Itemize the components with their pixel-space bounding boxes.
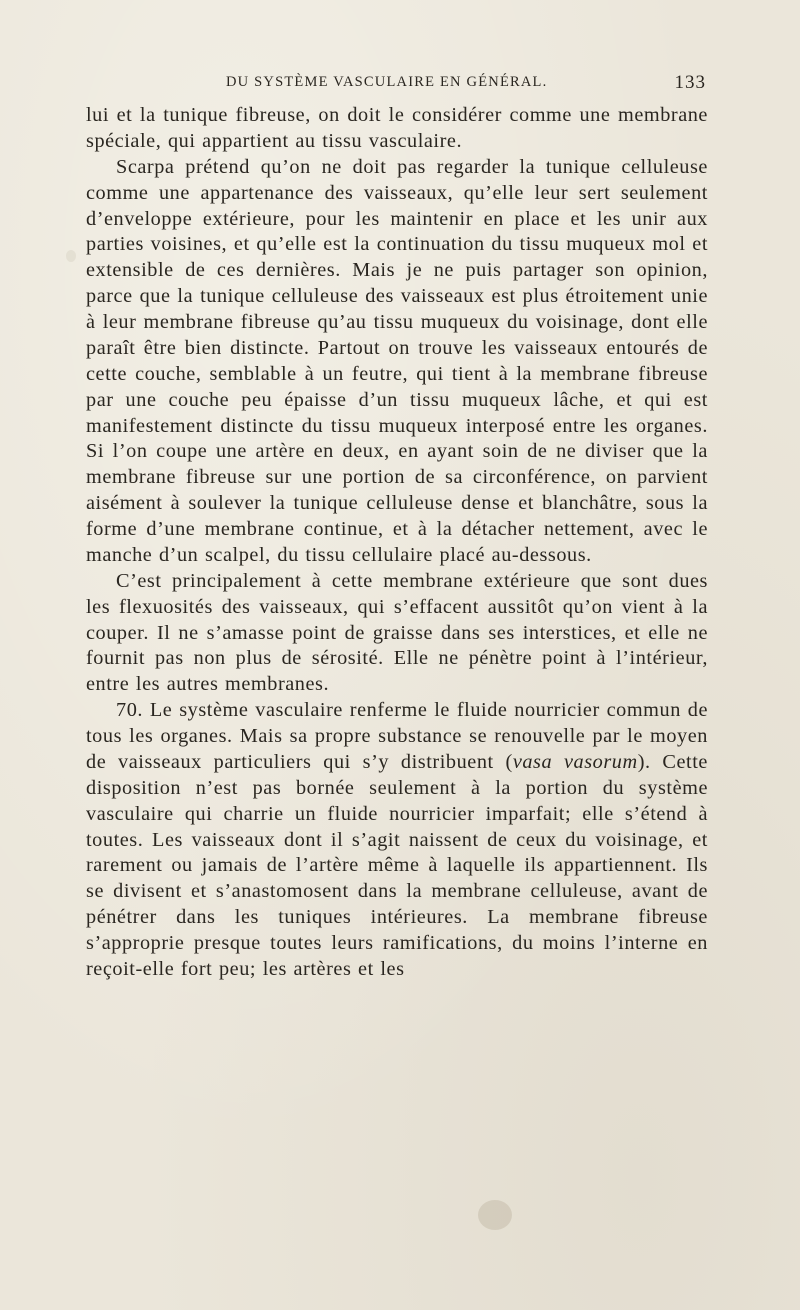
running-header	[226, 72, 706, 96]
paper-stain	[66, 250, 76, 262]
paragraph-continuation: lui et la tunique fibreuse, on doit le considérer comme une membrane spéciale, qui appartient au tissu vasculaire.	[86, 104, 708, 152]
body-text	[86, 103, 708, 983]
page-number: 133	[674, 72, 706, 93]
paragraph-70-start: 70. Le système vasculaire renferme le fluide nourricier commun de tous les organes. Mais sa propre substance se renouvelle par le moyen de vaisseaux particuliers qui s’y distribuent (	[86, 699, 708, 773]
running-title: DU SYSTÈME VASCULAIRE EN GÉNÉRAL.	[226, 74, 548, 90]
paragraph-70	[86, 698, 708, 983]
paragraph-scarpa: Scarpa prétend qu’on ne doit pas regarder la tunique celluleuse comme une appartenance des vaisseaux, qu’elle leur sert seulement d’enveloppe extérieure, pour les maintenir en place et les unir aux parties voisines, et qu’elle est la continuation du tissu muqueux mol et extensible de ces dernières. Mais je ne puis partager son opinion, parce que la tunique celluleuse des vaisseaux est plus étroitement unie à leur membrane fibreuse qu’au tissu muqueux du voisinage, dont elle paraît être bien distincte. Partout on trouve les vaisseaux entourés de cette couche, semblable à un feutre, qui tient à la membrane fibreuse par une couche peu épaisse d’un tissu muqueux lâche, et qui est manifestement distincte du tissu muqueux interposé entre les organes. Si l’on coupe une artère en deux, en ayant soin de ne diviser que la membrane fibreuse sur une portion de sa circonférence, on parvient aisément à soulever la tunique celluleuse dense et blanchâtre, sous la forme d’une membrane continue, et à la détacher nettement, avec le manche d’un scalpel, du tissu cellulaire placé au-dessous.	[86, 155, 708, 566]
latin-term-vasa-vasorum: vasa vasorum	[512, 750, 638, 773]
paragraph-70-rest: ). Cette disposition n’est pas bornée seulement à la portion du système vasculaire qui charrie un fluide nourricier imparfait; elle s’étend à toutes. Les vaisseaux dont il s’agit naissent de ceux du voisinage, et rarement ou jamais de l’artère même à laquelle ils appartiennent. Ils se divisent et s’anastomosent dans la membrane celluleuse, avant de pénétrer dans les tuniques intérieures. La membrane fibreuse s’approprie presque toutes leurs ramifications, du moins l’interne en reçoit-elle fort peu; les artères et les	[86, 750, 708, 980]
paper-stain	[478, 1200, 512, 1230]
paragraph-flexuosites: C’est principalement à cette membrane extérieure que sont dues les flexuosités des vaisseaux, qui s’effacent aussitôt qu’on vient à la couper. Il ne s’amasse point de graisse dans ses interstices, et elle ne fournit pas non plus de sérosité. Elle ne pénètre point à l’intérieur, entre les autres membranes.	[86, 569, 708, 696]
